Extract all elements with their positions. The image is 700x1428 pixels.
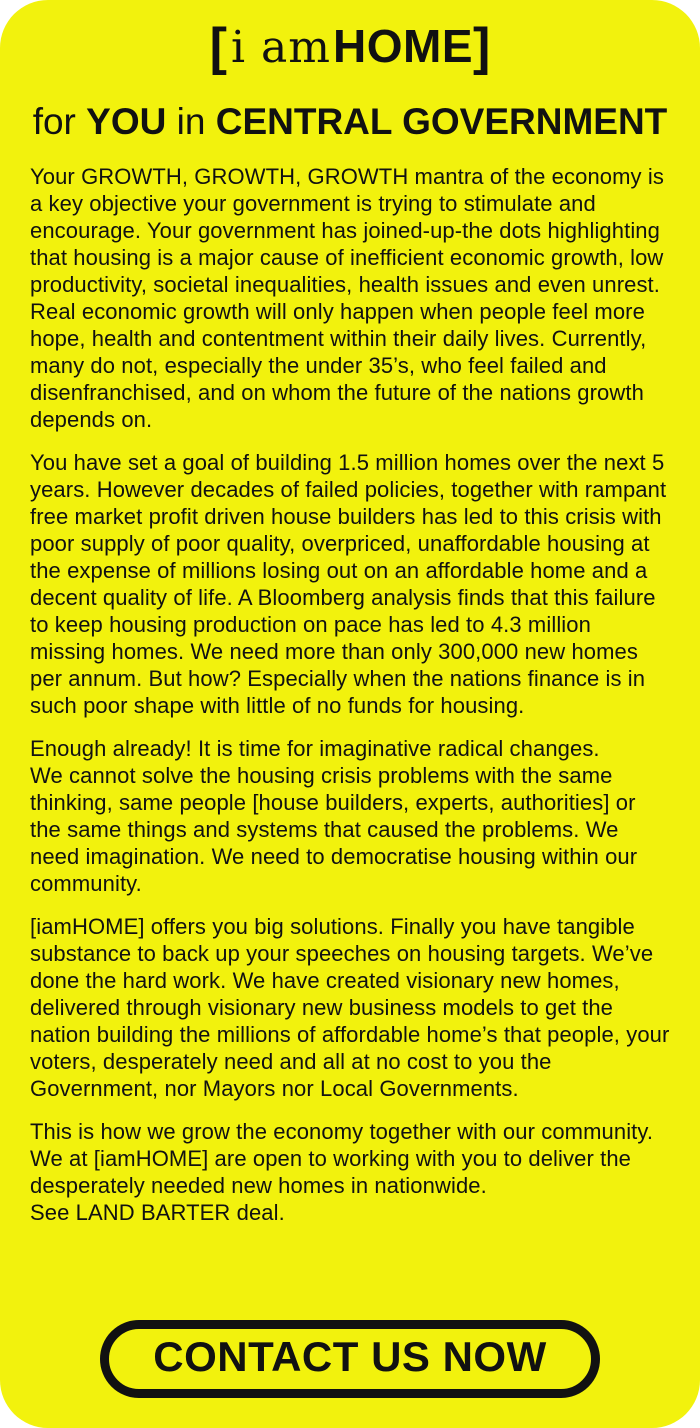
heading-audience: CENTRAL GOVERNMENT (215, 100, 668, 142)
paragraph-grow-together: This is how we grow the economy together with our community. We at [iamHOME] are open to working with you to deliver the desperately needed new homes in nationwide. See LAND BARTER deal. (30, 1118, 654, 1225)
cta-container (0, 1320, 700, 1398)
paragraph-growth-mantra: Your GROWTH, GROWTH, GROWTH mantra of the economy is a key objective your government is trying to stimulate and encourage. Your government has joined-up-the dots highlighting that housing is a major cause of inefficient economic growth, low productivity, societal inequalities, health issues and even unrest. Real economic growth will only happen when people feel more hope, health and contentment within their daily lives. Currently, many do not, especially the under 35’s, who feel failed and disenfranchised, and on whom the future of the nations growth depends on. (30, 163, 664, 432)
contact-us-button[interactable]: CONTACT US NOW (100, 1320, 600, 1398)
heading-in: in (166, 100, 216, 142)
iamhome-logo (30, 20, 670, 75)
logo-close-bracket: ] (473, 18, 491, 76)
paragraph-iamhome-solutions: [iamHOME] offers you big solutions. Finally you have tangible substance to back up your speeches on housing targets. We’ve done the hard work. We have created visionary new homes, delivered through visionary new business models to get the nation building the millions of affordable home’s that people, your voters, desperately need and all at no cost to you the Government, nor Mayors nor Local Governments. (30, 913, 670, 1101)
page-title (30, 101, 670, 143)
heading-you: YOU (86, 100, 167, 142)
logo-home-text: HOME (333, 20, 473, 72)
paragraph-housing-goal: You have set a goal of building 1.5 million homes over the next 5 years. However decades of failed policies, together with rampant free market profit driven house builders has led to this crisis with poor supply of poor quality, overpriced, unaffordable housing at the expense of millions losing out on an affordable home and a decent quality of life. A Bloomberg analysis finds that this failure to keep housing production on pace has led to 4.3 million missing homes. We need more than only 300,000 new homes per annum. But how? Especially when the nations finance is in such poor shape with little of no funds for housing. (30, 449, 667, 718)
heading-for: for (32, 100, 87, 142)
logo-iam-text: i am (230, 22, 331, 73)
logo-open-bracket: [ (209, 18, 227, 76)
body-copy (30, 163, 670, 1226)
paragraph-radical-changes: Enough already! It is time for imaginative radical changes. We cannot solve the housing crisis problems with the same thinking, same people [house builders, experts, authorities] or the same things and systems that caused the problems. We need imagination. We need to democratise housing within our community. (30, 735, 638, 896)
